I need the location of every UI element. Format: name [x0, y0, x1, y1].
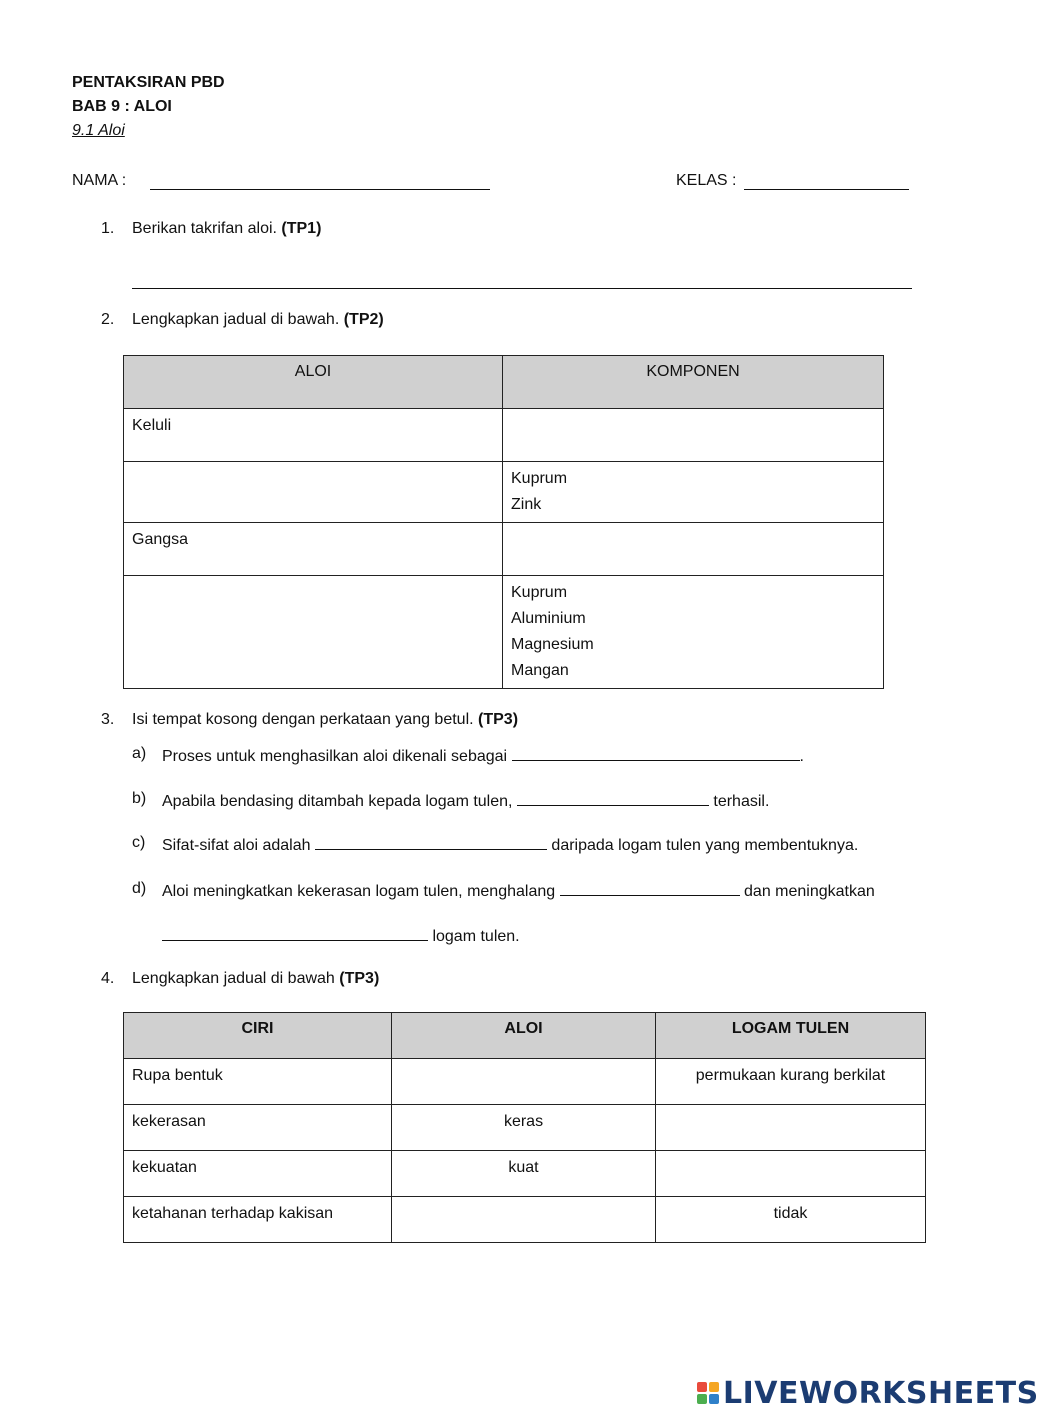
- q3d-sentence: [162, 881, 875, 900]
- header-section: 9.1 Aloi: [72, 122, 125, 139]
- pure-metal-value-cell: permukaan kurang berkilat: [656, 1059, 926, 1105]
- pure-metal-value-cell: tidak: [656, 1197, 926, 1243]
- table-row: [124, 523, 884, 576]
- component-item: Zink: [511, 496, 542, 513]
- component-cell: [503, 462, 884, 523]
- q1-answer-field[interactable]: [132, 274, 912, 289]
- logo-tile: [709, 1394, 719, 1404]
- alloy-cell[interactable]: Keluli: [124, 409, 503, 462]
- q3d-label: d): [132, 880, 147, 897]
- q3b-sentence: [162, 791, 769, 810]
- q3b-label: b): [132, 790, 147, 807]
- q4-number: 4.: [101, 970, 115, 987]
- alloy-table-header: ALOI: [124, 356, 503, 409]
- q3a-after: .: [799, 748, 804, 765]
- q1-question: [132, 221, 321, 237]
- name-field[interactable]: [150, 175, 490, 190]
- q3c-label: c): [132, 834, 146, 851]
- logo-tile: [697, 1382, 707, 1392]
- liveworksheets-logo-icon: [697, 1382, 719, 1404]
- alloy-value-cell: kuat: [392, 1151, 656, 1197]
- pure-metal-value-cell[interactable]: [656, 1151, 926, 1197]
- q3c-sentence: [162, 835, 858, 854]
- q2-question: [132, 312, 384, 328]
- q3a-sentence: [162, 746, 804, 765]
- table-row: [124, 1151, 926, 1197]
- property-cell: Rupa bentuk: [124, 1059, 392, 1105]
- alloy-table-header: KOMPONEN: [503, 356, 884, 409]
- q3a-label: a): [132, 745, 147, 762]
- property-table-header: CIRI: [124, 1013, 392, 1059]
- q3c-after: daripada logam tulen yang membentuknya.: [546, 837, 859, 854]
- name-label: NAMA :: [72, 172, 127, 189]
- q1-text: Berikan takrifan aloi.: [132, 220, 282, 237]
- alloy-cell[interactable]: [124, 462, 503, 523]
- q1-number: 1.: [101, 220, 115, 237]
- property-cell: ketahanan terhadap kakisan: [124, 1197, 392, 1243]
- property-table-header: ALOI: [392, 1013, 656, 1059]
- property-table-header: LOGAM TULEN: [656, 1013, 926, 1059]
- q3-tag: (TP3): [478, 711, 519, 728]
- alloy-value-cell[interactable]: [392, 1197, 656, 1243]
- alloy-cell[interactable]: Gangsa: [124, 523, 503, 576]
- brand-name: LIVEWORKSHEETS: [723, 1375, 1039, 1411]
- pure-metal-value-cell[interactable]: [656, 1105, 926, 1151]
- q3c-before: Sifat-sifat aloi adalah: [162, 837, 315, 854]
- component-cell[interactable]: [503, 523, 884, 576]
- class-label: KELAS :: [676, 172, 737, 189]
- q4-question: [132, 971, 379, 987]
- table-row: [124, 1197, 926, 1243]
- header-line1: PENTAKSIRAN PBD: [72, 74, 225, 91]
- component-cell[interactable]: [503, 409, 884, 462]
- q3-question: [132, 712, 518, 728]
- q2-number: 2.: [101, 311, 115, 328]
- q3d-blank1[interactable]: [560, 881, 740, 896]
- alloy-cell[interactable]: [124, 576, 503, 689]
- q2-text: Lengkapkan jadual di bawah.: [132, 311, 344, 328]
- component-item: Kuprum: [511, 470, 568, 487]
- class-field[interactable]: [744, 175, 909, 190]
- q1-tag: (TP1): [281, 220, 322, 237]
- q3d-after: dan meningkatkan: [739, 883, 875, 900]
- q3a-before: Proses untuk menghasilkan aloi dikenali sebagai: [162, 748, 512, 765]
- logo-tile: [709, 1382, 719, 1392]
- q3c-blank[interactable]: [315, 835, 547, 850]
- q3a-blank[interactable]: [512, 746, 800, 761]
- header-line2: BAB 9 : ALOI: [72, 98, 172, 115]
- q3-number: 3.: [101, 711, 115, 728]
- table-row: [124, 1059, 926, 1105]
- table-row: [124, 576, 884, 689]
- q4-text: Lengkapkan jadual di bawah: [132, 970, 340, 987]
- component-item: Kuprum: [511, 584, 568, 601]
- q3d-blank2[interactable]: [162, 926, 428, 941]
- q3d-sentence-line2: [162, 926, 520, 945]
- q3b-blank[interactable]: [517, 791, 709, 806]
- logo-tile: [697, 1394, 707, 1404]
- component-item: Aluminium: [511, 610, 586, 627]
- table-row: [124, 1105, 926, 1151]
- q3b-after: terhasil.: [708, 793, 770, 810]
- property-cell: kekuatan: [124, 1151, 392, 1197]
- property-table: [123, 1012, 926, 1243]
- q3d-before: Aloi meningkatkan kekerasan logam tulen, menghalang: [162, 883, 560, 900]
- property-cell: kekerasan: [124, 1105, 392, 1151]
- component-item: Magnesium: [511, 636, 594, 653]
- component-item: Mangan: [511, 662, 569, 679]
- table-row: [124, 462, 884, 523]
- liveworksheets-brand: [697, 1376, 1039, 1410]
- q3-text: Isi tempat kosong dengan perkataan yang betul.: [132, 711, 479, 728]
- alloy-table: [123, 355, 884, 689]
- alloy-value-cell: keras: [392, 1105, 656, 1151]
- component-cell: [503, 576, 884, 689]
- q3b-before: Apabila bendasing ditambah kepada logam tulen,: [162, 793, 517, 810]
- alloy-value-cell[interactable]: [392, 1059, 656, 1105]
- q2-tag: (TP2): [343, 311, 384, 328]
- q4-tag: (TP3): [339, 970, 380, 987]
- q3d-line2-after: logam tulen.: [428, 928, 520, 945]
- table-row: [124, 409, 884, 462]
